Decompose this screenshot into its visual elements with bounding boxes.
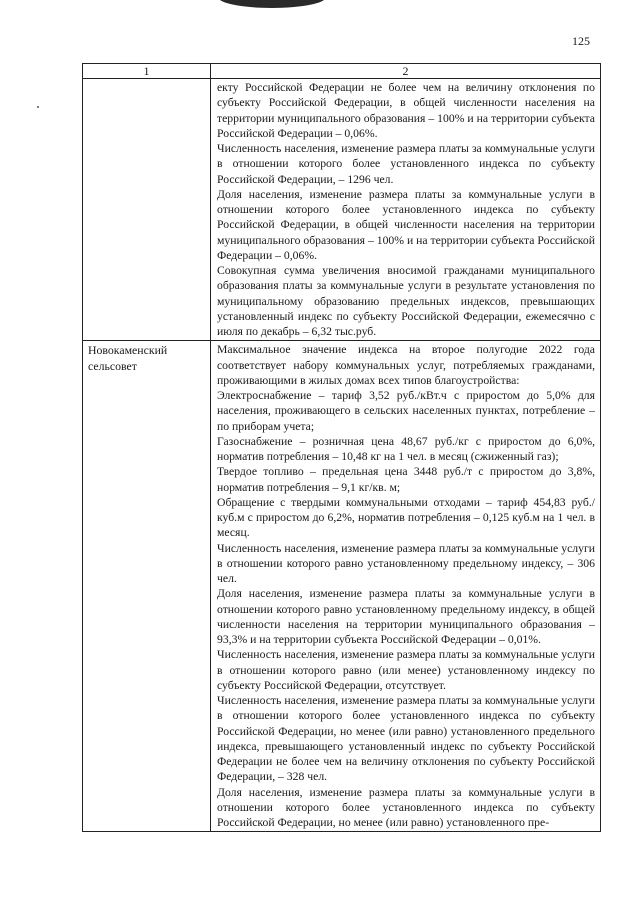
paragraph: Твердое топливо – предельная цена 3448 руб./т с приростом до 3,8%, норматив потребления – 9,1 кг/кв. м; (217, 465, 595, 494)
paragraph: Электроснабжение – тариф 3,52 руб./кВт.ч с приростом до 5,0% для населения, проживающего в сельских населенных пунктах, потребление – по приборам учета; (217, 389, 595, 433)
paragraph: Доля населения, изменение размера платы за коммунальные услуги в отношении которого более установленного индекса по субъекту Российской Федерации, но менее (или равно) установленного пре- (217, 785, 595, 829)
page-number: 125 (572, 34, 590, 48)
paragraph: Доля населения, изменение размера платы за коммунальные услуги в отношении которого более установленного индекса по субъекту Российской Федерации, в общей численности населения на территории муниципального образования – 100% и на территории субъекта Российской Федерации – 0,06%. (217, 187, 595, 262)
paragraph: Максимальное значение индекса на второе полугодие 2022 года соответствует набору коммунальных услуг, потребляемых гражданами, проживающими в жилых домах всех типов благоустройства: (217, 343, 595, 387)
paragraph: Численность населения, изменение размера платы за коммунальные услуги в отношении которого более установленного индекса по субъекту Российской Федерации, – 1296 чел. (217, 142, 595, 186)
table-row (83, 341, 601, 832)
paragraph: екту Российской Федерации не более чем на величину отклонения по субъекту Российской Федерации, в общей численности населения на территории муниципального образования – 100% и на территории субъекта Российской Федерации – 0,06%. (217, 81, 595, 140)
paragraph: Обращение с твердыми коммунальными отходами – тариф 454,83 руб./куб.м с приростом до 6,2%, норматив потребления – 0,125 куб.м на 1 чел. в месяц. (217, 495, 595, 540)
municipality-cell: Новокаменский сельсовет (83, 341, 211, 832)
scan-dust-speck (37, 106, 39, 108)
column-header-2: 2 (211, 64, 601, 79)
scan-artifact (218, 0, 326, 8)
municipality-cell (83, 79, 211, 341)
table-row (83, 79, 601, 341)
paragraph: Численность населения, изменение размера платы за коммунальные услуги в отношении которого равно установленному предельному индексу, – 306 чел. (217, 541, 595, 585)
column-header-1: 1 (83, 64, 211, 79)
table-header-row (83, 64, 601, 79)
paragraph: Доля населения, изменение размера платы за коммунальные услуги в отношении которого равно установленному предельному индексу, в общей численности населения на территории муниципального образования – 93,3% и на территории субъекта Российской Федерации – 0,01%. (217, 587, 595, 646)
municipal-index-table (82, 63, 601, 832)
description-cell (211, 341, 601, 832)
paragraph: Газоснабжение – розничная цена 48,67 руб./кг с приростом до 6,0%, норматив потребления – 10,48 кг на 1 чел. в месяц (сжиженный газ); (217, 434, 595, 463)
paragraph: Совокупная сумма увеличения вносимой гражданами муниципального образования платы за коммунальные услуги в результате установления по муниципальному образованию предельных индексов, превышающих установленный индекс по субъекту Российской Федерации, ежемесячно с июля по декабрь – 6,32 тыс.руб. (217, 264, 595, 338)
description-cell (211, 79, 601, 341)
paragraph: Численность населения, изменение размера платы за коммунальные услуги в отношении которого более установленного индекса по субъекту Российской Федерации, но менее (или равно) установленного предельного индекса, превышающего установленный индекс по субъекту Российской Федерации не более чем на величину отклонения по субъекту Российской Федерации, – 328 чел. (217, 694, 595, 784)
paragraph: Численность населения, изменение размера платы за коммунальные услуги в отношении которого равно (или менее) установленному индексу по субъекту Российской Федерации, отсутствует. (217, 648, 595, 692)
